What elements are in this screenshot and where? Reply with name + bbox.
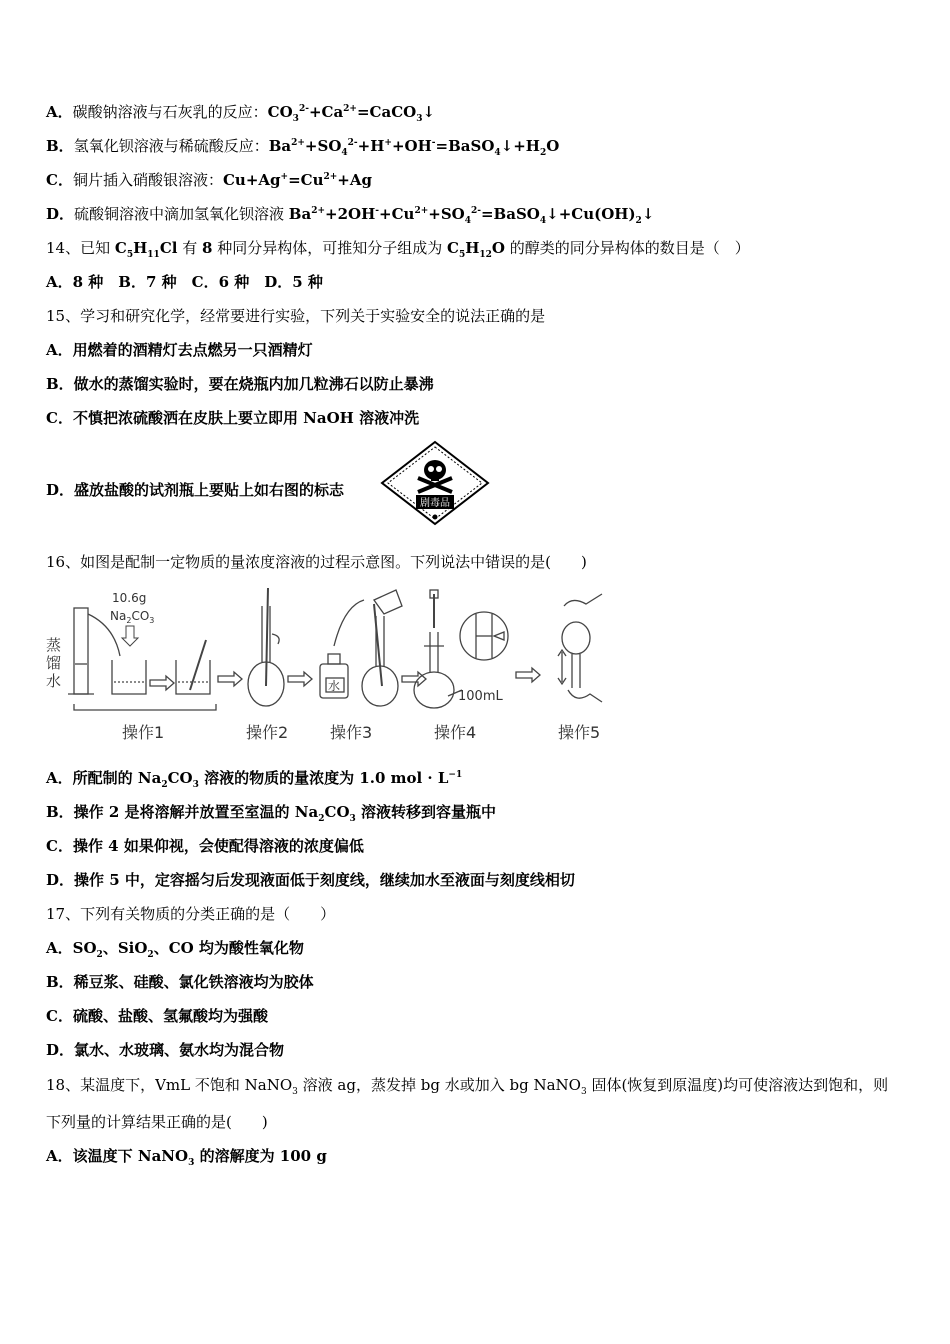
- q15-option-c: C．不慎把浓硫酸洒在皮肤上要立即用 NaOH 溶液冲洗: [46, 409, 420, 427]
- option-label: C．: [46, 171, 73, 189]
- equation: $Ba^{2+}+2OH^-+Cu^{2+}+SO_4^{2-}=BaSO_4↓+Cu(OH)_2↓$: [288, 205, 655, 226]
- op3-label: 操作3: [330, 723, 373, 742]
- bottle-label: 水: [328, 679, 341, 693]
- option-text: 氢氧化钡溶液与稀硫酸反应：: [73, 137, 269, 155]
- q15-stem: 15、学习和研究化学，经常要进行实验，下列关于实验安全的说法正确的是: [46, 307, 546, 325]
- q17-option-d: D．氯水、水玻璃、氨水均为混合物: [46, 1041, 285, 1059]
- q18-stem-line2: 下列量的计算结果正确的是( ): [46, 1113, 268, 1131]
- op1-label: 操作1: [122, 723, 165, 742]
- volumetric-flask-5: [558, 594, 602, 702]
- toxic-hazard-sign: [380, 440, 490, 526]
- equation: $CO_3^{2-}+Ca^{2+}=CaCO_3↓$: [267, 103, 436, 124]
- q16-option-b: B．操作 2 是将溶解并放置至室温的 $Na_2CO_3$ 溶液转移到容量瓶中: [46, 803, 497, 824]
- option-label: A．: [46, 103, 73, 121]
- q13-option-d: [46, 204, 654, 224]
- water-label-2: 馏: [46, 654, 62, 672]
- q16-option-a: A．所配制的 $Na_2CO_3$ 溶液的物质的量浓度为 1.0 mol · $L^{-1}$: [46, 769, 463, 790]
- water-label-1: 蒸: [46, 636, 62, 654]
- volume-label: 100mL: [458, 689, 503, 704]
- q15-option-b: B．做水的蒸馏实验时，要在烧瓶内加几粒沸石以防止暴沸: [46, 375, 434, 393]
- op5-label: 操作5: [558, 723, 601, 742]
- q18-stem-line1: 18、某温度下，VmL 不饱和 NaNO$_3$ 溶液 ag，蒸发掉 bg 水或加入 bg NaNO$_3$ 固体(恢复到原温度)均可使溶液达到饱和，则: [46, 1076, 889, 1097]
- solution-prep-diagram: [44, 586, 644, 748]
- q15-option-d: D．盛放盐酸的试剂瓶上要贴上如右图的标志: [46, 481, 345, 499]
- q16-option-c: C．操作 4 如果仰视，会使配得溶液的浓度偏低: [46, 837, 364, 855]
- equation: $Cu+Ag^+=Cu^{2+}+Ag$: [222, 171, 372, 189]
- option-text: 铜片插入硝酸银溶液：: [72, 171, 223, 189]
- option-text: 硫酸铜溶液中滴加氢氧化钡溶液: [74, 205, 289, 223]
- graduated-cylinder: [74, 608, 88, 694]
- option-label: B．: [46, 137, 74, 155]
- op4-label: 操作4: [434, 723, 477, 742]
- op2-label: 操作2: [246, 723, 289, 742]
- option-text: 碳酸钠溶液与石灰乳的反应：: [72, 103, 268, 121]
- option-label: D．: [46, 205, 75, 223]
- sign-text: 剧毒品: [420, 498, 450, 509]
- q18-option-a: A．该温度下 NaNO$_3$ 的溶解度为 100 g: [46, 1147, 327, 1168]
- q16-option-d: D．操作 5 中，定容摇匀后发现液面低于刻度线，继续加水至液面与刻度线相切: [46, 871, 575, 889]
- reagent-label: $Na_2CO_3$: [110, 609, 155, 625]
- q14-options: A．8 种 B．7 种 C．6 种 D．5 种: [46, 273, 323, 291]
- q16-stem: 16、如图是配制一定物质的量浓度溶液的过程示意图。下列说法中错误的是( ): [46, 553, 587, 571]
- q14-stem: 14、已知 $C_5H_{11}Cl$ 有 8 种同分异构体，可推知分子组成为 $C_5H_{12}O$ 的醇类的同分异构体的数目是（ ）: [46, 239, 750, 260]
- q17-option-c: C．硫酸、盐酸、氢氟酸均为强酸: [46, 1007, 268, 1025]
- mass-label: 10.6g: [112, 591, 147, 605]
- equation: $Ba^{2+}+SO_4^{2-}+H^++OH^-=BaSO_4↓+H_2O$: [268, 137, 560, 158]
- q17-stem: 17、下列有关物质的分类正确的是（ ）: [46, 905, 336, 923]
- q17-option-b: B．稀豆浆、硅酸、氯化铁溶液均为胶体: [46, 973, 314, 991]
- q15-option-a: A．用燃着的酒精灯去点燃另一只酒精灯: [46, 341, 313, 359]
- volumetric-flask-2: [248, 588, 284, 706]
- water-label-3: 水: [46, 672, 62, 690]
- q13-option-c: [46, 170, 372, 190]
- beaker-1: [112, 660, 146, 694]
- volumetric-flask-4: [414, 590, 454, 708]
- q17-option-a: A．$SO_2$、SiO$_2$、CO 均为酸性氧化物: [46, 939, 304, 960]
- q13-option-b: [46, 136, 559, 156]
- beaker-2: [176, 660, 210, 694]
- q13-option-a: [46, 102, 435, 122]
